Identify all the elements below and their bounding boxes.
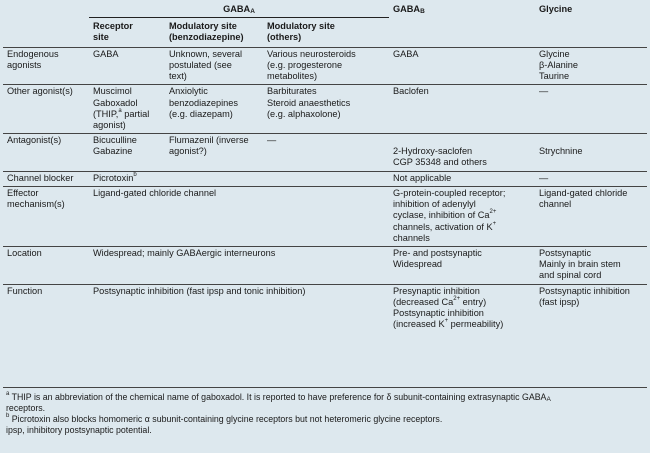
header-modulatory-others: Modulatory site (others) bbox=[263, 18, 389, 47]
header-gaba-b: $GABA_B$ bbox=[393, 4, 425, 16]
cell-glycine: Ligand-gated chloride channel bbox=[535, 186, 647, 246]
cell-gaba-b: 2-Hydroxy-saclofen CGP 35348 and others bbox=[389, 134, 535, 171]
cell-glycine: Postsynaptic inhibition (fast ipsp) bbox=[535, 284, 647, 332]
row-label: Channel blocker bbox=[3, 171, 89, 186]
header-empty-cell bbox=[3, 18, 89, 47]
cell-modulatory-others: Various neurosteroids (e.g. progesterone metabolites) bbox=[263, 47, 389, 85]
table-row-channel-blocker bbox=[3, 171, 647, 186]
cell-modulatory-others: Barbiturates Steroid anaesthetics (e.g. alphaxolone) bbox=[263, 85, 389, 134]
cell-glycine: Postsynaptic Mainly in brain stem and spinal cord bbox=[535, 246, 647, 284]
cell-gaba-b: Presynaptic inhibition (decreased $Ca^{2+}$ entry) Postsynaptic inhibition (increased K+ permeability) bbox=[389, 284, 535, 332]
footnote-divider bbox=[3, 387, 647, 388]
cell-gaba-b: Baclofen bbox=[389, 85, 535, 134]
table-row-function bbox=[3, 284, 647, 332]
cell-gaba-b: GABA bbox=[389, 47, 535, 85]
cell-modulatory-benzodiazepine: Flumazenil (inverse agonist?) bbox=[165, 134, 263, 171]
cell-gaba-a: Ligand-gated chloride channel bbox=[89, 186, 389, 246]
header-row-1 bbox=[3, 0, 647, 18]
row-label: Antagonist(s) bbox=[3, 134, 89, 171]
cell-modulatory-benzodiazepine: Unknown, several postulated (see text) bbox=[165, 47, 263, 85]
cell-receptor-site: Bicuculline Gabazine bbox=[89, 134, 165, 171]
cell-glycine: — bbox=[535, 171, 647, 186]
footnote-b: $^b$ Picrotoxin also blocks homomeric α subunit-containing glycine receptors but not heteromeric glycine receptors. bbox=[6, 412, 443, 424]
row-label: Location bbox=[3, 246, 89, 284]
header-glycine: Glycine bbox=[539, 4, 573, 14]
cell-modulatory-benzodiazepine: Anxiolytic benzodiazepines (e.g. diazepam) bbox=[165, 85, 263, 134]
cell-modulatory-others: — bbox=[263, 134, 389, 171]
table-row-other-agonists bbox=[3, 85, 647, 134]
cell-gaba-b: Not applicable bbox=[389, 171, 535, 186]
header-empty-cell bbox=[3, 0, 89, 18]
footnote-ipsp: ipsp, inhibitory postsynaptic potential. bbox=[6, 424, 152, 435]
cell-gaba-a: Postsynaptic inhibition (fast ipsp and tonic inhibition) bbox=[89, 284, 389, 332]
header-row-2 bbox=[3, 18, 647, 47]
cell-glycine: Strychnine bbox=[535, 134, 647, 171]
header-empty-cell bbox=[389, 18, 535, 47]
cell-gaba-b: G-protein-coupled receptor; inhibition of adenylyl cyclase, inhibition of $Ca^{2+}$ channels, activation of K+ channels bbox=[389, 186, 535, 246]
table-row-location bbox=[3, 246, 647, 284]
row-label: Function bbox=[3, 284, 89, 332]
header-gaba-a: $GABA_A$ bbox=[89, 0, 389, 18]
table-row-antagonists bbox=[3, 134, 647, 171]
header-receptor-site: Receptor site bbox=[89, 18, 165, 47]
row-label: Other agonist(s) bbox=[3, 85, 89, 134]
table-row-effector-mechanism bbox=[3, 186, 647, 246]
row-label: Effector mechanism(s) bbox=[3, 186, 89, 246]
cell-glycine: Glycine β-Alanine Taurine bbox=[535, 47, 647, 85]
cell-receptor-site: Muscimol Gaboxadol (THIP,$^a$ partial agonist) bbox=[89, 85, 165, 134]
table-row-endogenous-agonists bbox=[3, 47, 647, 85]
footnote-a: $^a$ THIP is an abbreviation of the chemical name of gaboxadol. It is reported to have preference for δ subunit-containing extrasynaptic $GABA_A$ bbox=[6, 391, 551, 403]
cell-glycine: — bbox=[535, 85, 647, 134]
footnote-a-continued: receptors. bbox=[6, 402, 46, 413]
header-empty-cell bbox=[535, 18, 647, 47]
cell-gaba-b: Pre- and postsynaptic Widespread bbox=[389, 246, 535, 284]
header-modulatory-benzodiazepine: Modulatory site (benzodiazepine) bbox=[165, 18, 263, 47]
receptor-comparison-table bbox=[3, 0, 647, 332]
row-label: Endogenous agonists bbox=[3, 47, 89, 85]
cell-gaba-a: Widespread; mainly GABAergic interneurons bbox=[89, 246, 389, 284]
cell-receptor-site: Picrotoxin$^b$ bbox=[89, 171, 389, 186]
cell-receptor-site: GABA bbox=[89, 47, 165, 85]
footnotes bbox=[6, 392, 642, 436]
